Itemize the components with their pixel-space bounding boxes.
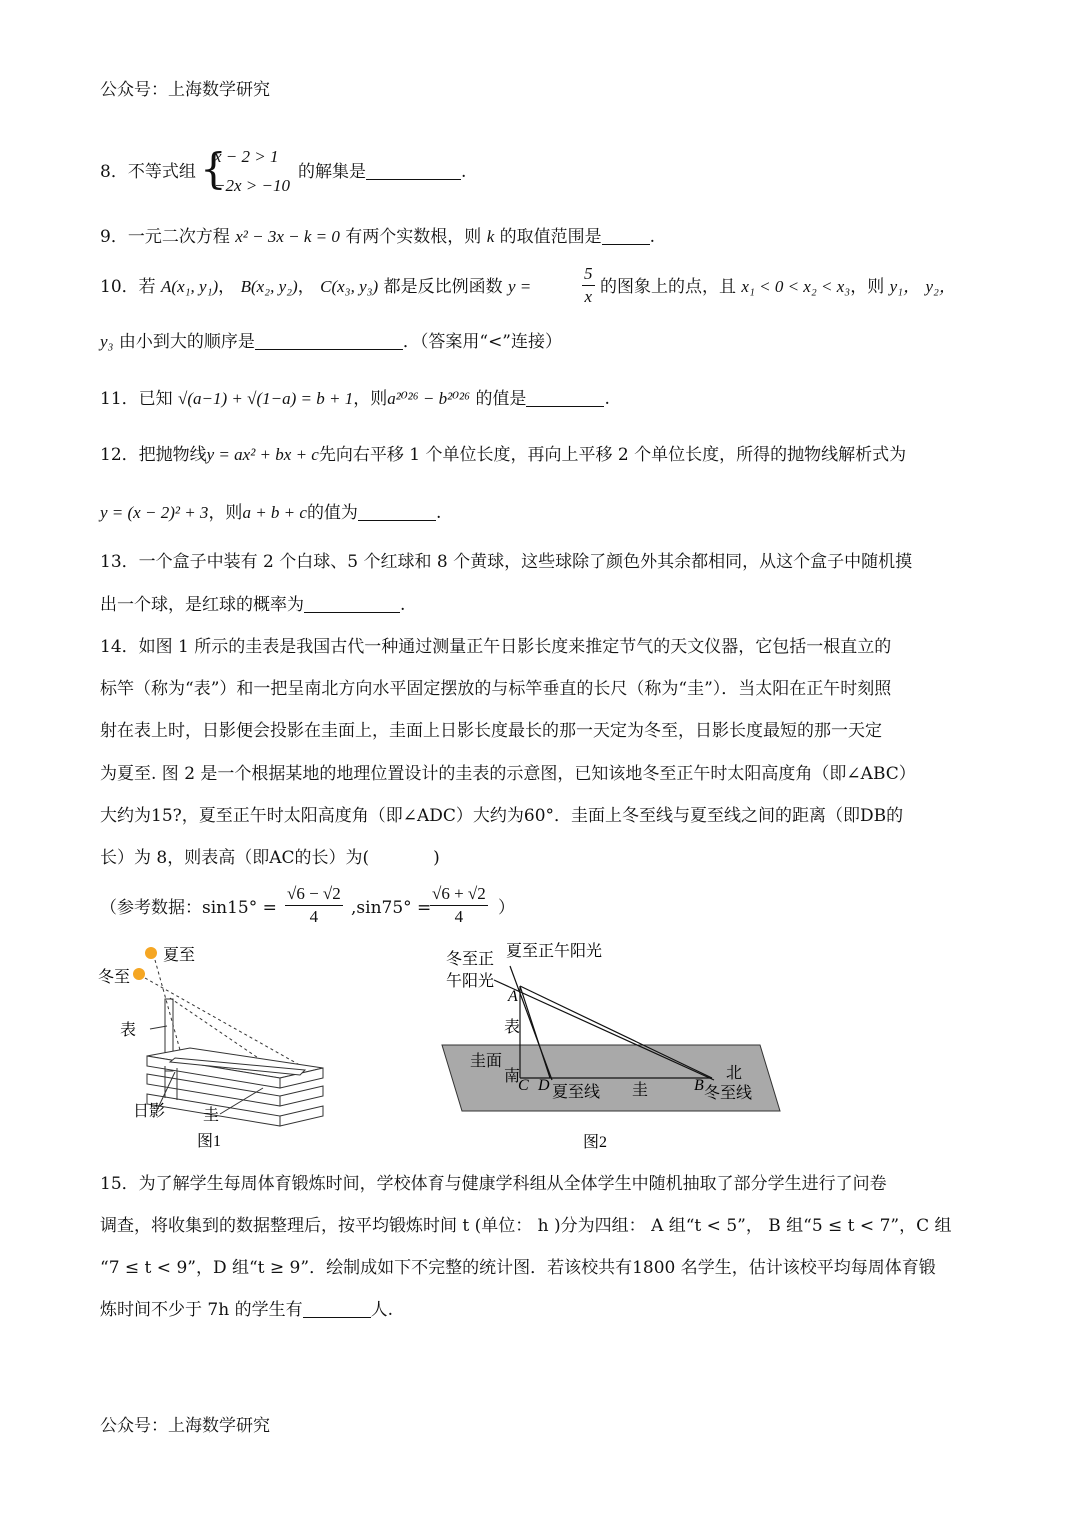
q13-answer-blank — [304, 596, 400, 613]
fig1-shadow: 日影 — [133, 1101, 166, 1120]
fig2-winter-line: 冬至线 — [704, 1083, 753, 1102]
q15-line1: 15．为了解学生每周体育锻炼时间，学校体育与健康学科组从全体学生中随机抽取了部分学生进行了问卷 — [100, 1174, 887, 1194]
fig1-summer: 夏至 — [163, 945, 196, 964]
q8-prefix: 8．不等式组 — [100, 162, 196, 182]
q10-B: B(x₂, y₂) — [240, 277, 298, 296]
q15-line4-text: 炼时间不少于 7h 的学生有 — [100, 1300, 303, 1320]
q11-end: . — [604, 389, 610, 409]
q10-answer-blank — [255, 333, 403, 350]
q12-line1 — [100, 444, 906, 466]
q8-eq2: −2x > −10 — [214, 176, 290, 195]
q15-answer-blank — [303, 1301, 371, 1318]
q10-fraction — [582, 263, 595, 308]
q13-end: . — [400, 595, 406, 615]
q15-line3: “7 ≤ t < 9”，D 组“t ≥ 9”．绘制成如下不完整的统计图．若该校共有1800 名学生，估计该校平均每周体育锻 — [100, 1258, 936, 1278]
q12-answer-blank — [358, 504, 436, 521]
q9-mid: 有两个实数根，则 — [345, 227, 482, 247]
q10-cond: x₁ < 0 < x₂ < x₃ — [741, 277, 851, 296]
q8-brace: { — [200, 144, 227, 193]
q10-line1b — [600, 276, 956, 298]
q12-post: 的值为 — [306, 503, 358, 523]
q10-A: A(x₁, y₁) — [161, 277, 219, 296]
q10-post: 由小到大的顺序是 — [118, 332, 255, 352]
q11-line — [100, 388, 610, 410]
q10-den: x — [584, 287, 593, 306]
q10-C: C(x₃, y₃) — [320, 277, 379, 296]
q14-ref-n1: √6 − √2 — [285, 883, 343, 906]
q14-line6-end: ) — [433, 848, 440, 868]
q14-ref-mid: ,sin75° = — [351, 898, 432, 918]
q10-end: ．（答案用“<”连接） — [402, 332, 563, 352]
fig2-biao: 表 — [504, 1017, 521, 1036]
figure-1 — [95, 938, 355, 1158]
q12-expr: a + b + c — [242, 503, 307, 522]
fig2-B: B — [694, 1077, 704, 1094]
q12-eq2: y = (x − 2)² + 3 — [100, 503, 209, 522]
fig2-gui: 圭 — [632, 1080, 649, 1099]
q8-eq1: x − 2 > 1 — [214, 147, 279, 166]
fig2-winter-light-2: 午阳光 — [446, 971, 495, 990]
q14-ref-d2: 4 — [454, 907, 464, 926]
fig2-C: C — [518, 1077, 529, 1094]
fig2-face: 圭面 — [470, 1051, 503, 1070]
q9-k: k — [486, 227, 495, 246]
q10-y: y = — [508, 277, 532, 296]
fig2-summer-line: 夏至线 — [552, 1082, 601, 1101]
q14-ref-d1: 4 — [309, 907, 319, 926]
q9-line — [100, 226, 655, 248]
q10-y3: y₃ — [100, 332, 114, 351]
q15-end: 人. — [370, 1300, 393, 1320]
q11-answer-blank — [526, 390, 604, 407]
fig2-caption: 图2 — [583, 1134, 608, 1151]
q10-mid1: 都是反比例函数 — [383, 277, 503, 297]
q11-eq: √(a−1) + √(1−a) = b + 1 — [178, 389, 354, 408]
q10-mid2: 的图象上的点，且 — [600, 277, 736, 297]
q8-answer-blank — [366, 163, 461, 180]
fig1-biao: 表 — [120, 1020, 137, 1039]
q14-line3: 射在表上时，日影便会投影在圭面上，圭面上日影长度最长的那一天定为冬至，日影长度最短的那一天定 — [100, 721, 882, 741]
q14-ref-n2: √6 + √2 — [430, 883, 488, 906]
q15-line4 — [100, 1299, 393, 1321]
q10-y2: y₂， — [925, 277, 956, 296]
q9-answer-blank — [602, 228, 650, 245]
q9-end: . — [649, 227, 656, 247]
page-footer: 公众号：上海数学研究 — [100, 1416, 270, 1436]
q10-y1: y₁， — [889, 277, 921, 296]
q12-mid: ，则 — [208, 503, 243, 523]
winter-sun-icon — [133, 968, 145, 980]
figure-2 — [440, 938, 785, 1158]
fig2-summer-light: 夏至正午阳光 — [506, 941, 603, 960]
fig1-caption: 图1 — [197, 1133, 222, 1150]
q11-pre: 11．已知 — [100, 389, 173, 409]
q12-line2 — [100, 502, 441, 524]
q15-line2: 调查，将收集到的数据整理后，按平均锻炼时间 t (单位： h )分为四组： A 组“t < 5”， B 组“5 ≤ t < 7”，C 组 — [100, 1216, 952, 1236]
q12-end: . — [435, 503, 442, 523]
q9-eq: x² − 3x − k = 0 — [235, 227, 340, 246]
q8-post: 的解集是 — [298, 162, 366, 182]
q14-ref-pre: （参考数据：sin15° = — [100, 898, 277, 918]
q9-pre: 9．一元二次方程 — [100, 227, 230, 247]
fig2-D: D — [538, 1077, 550, 1094]
q14-line6-text: 长）为 8，则表高（即AC的长）为( — [100, 848, 370, 868]
q8-end: . — [461, 162, 467, 182]
page-header: 公众号：上海数学研究 — [100, 80, 270, 100]
q13-line1: 13．一个盒子中装有 2 个白球、5 个红球和 8 个黄球，这些球除了颜色外其余都相同，从这个盒子中随机摸 — [100, 552, 913, 572]
q11-post: 的值是 — [475, 389, 527, 409]
summer-sun-icon — [145, 947, 157, 959]
q10-num: 5 — [582, 263, 595, 286]
q14-line5: 大约为15?，夏至正午时太阳高度角（即∠ADC）大约为60°．圭面上冬至线与夏至线之间的距离（即DB的 — [100, 806, 904, 826]
q13-line2-text: 出一个球，是红球的概率为 — [100, 595, 304, 615]
q12-pre: 12．把抛物线 — [100, 445, 207, 465]
q14-ref-frac1 — [285, 883, 343, 928]
q14-line6 — [100, 847, 440, 869]
q10-line1: 10．若 A(x₁, y₁)， B(x₂, y₂)， C(x₃, y₃) 都是反比例函数 y = — [100, 277, 532, 297]
q8-text — [298, 161, 466, 183]
fig1-winter: 冬至 — [98, 967, 131, 986]
q11-mid: ，则 — [353, 389, 388, 409]
q12-line1-text: 先向右平移 1 个单位长度，再向上平移 2 个单位长度，所得的抛物线解析式为 — [318, 445, 907, 465]
q14-line2: 标竿（称为“表”）和一把呈南北方向水平固定摆放的与标竿垂直的长尺（称为“圭”）．当太阳在正午时刻照 — [100, 679, 892, 699]
q9-post: 的取值范围是 — [499, 227, 602, 247]
q10-pre: 10．若 — [100, 277, 156, 297]
q10-line2 — [100, 331, 562, 353]
q12-eq: y = ax² + bx + c — [206, 445, 319, 464]
fig2-winter-light-1: 冬至正 — [446, 949, 495, 968]
q10-mid3: ，则 — [850, 277, 885, 297]
q14-ref-frac2 — [430, 883, 488, 928]
q14-ref-end: ） — [498, 898, 515, 918]
fig2-south: 南 — [504, 1066, 521, 1085]
fig2-north: 北 — [726, 1063, 743, 1082]
fig1-gui: 圭 — [203, 1105, 220, 1124]
q11-expr: a²⁰²⁶ − b²⁰²⁶ — [387, 389, 471, 408]
q14-line1: 14．如图 1 所示的圭表是我国古代一种通过测量正午日影长度来推定节气的天文仪器，它包括一根直立的 — [100, 637, 892, 657]
q14-line4: 为夏至. 图 2 是一个根据某地的地理位置设计的圭表的示意图，已知该地冬至正午时太阳高度角（即∠ABC） — [100, 764, 916, 784]
q13-line2 — [100, 594, 405, 616]
fig2-A: A — [508, 988, 518, 1005]
